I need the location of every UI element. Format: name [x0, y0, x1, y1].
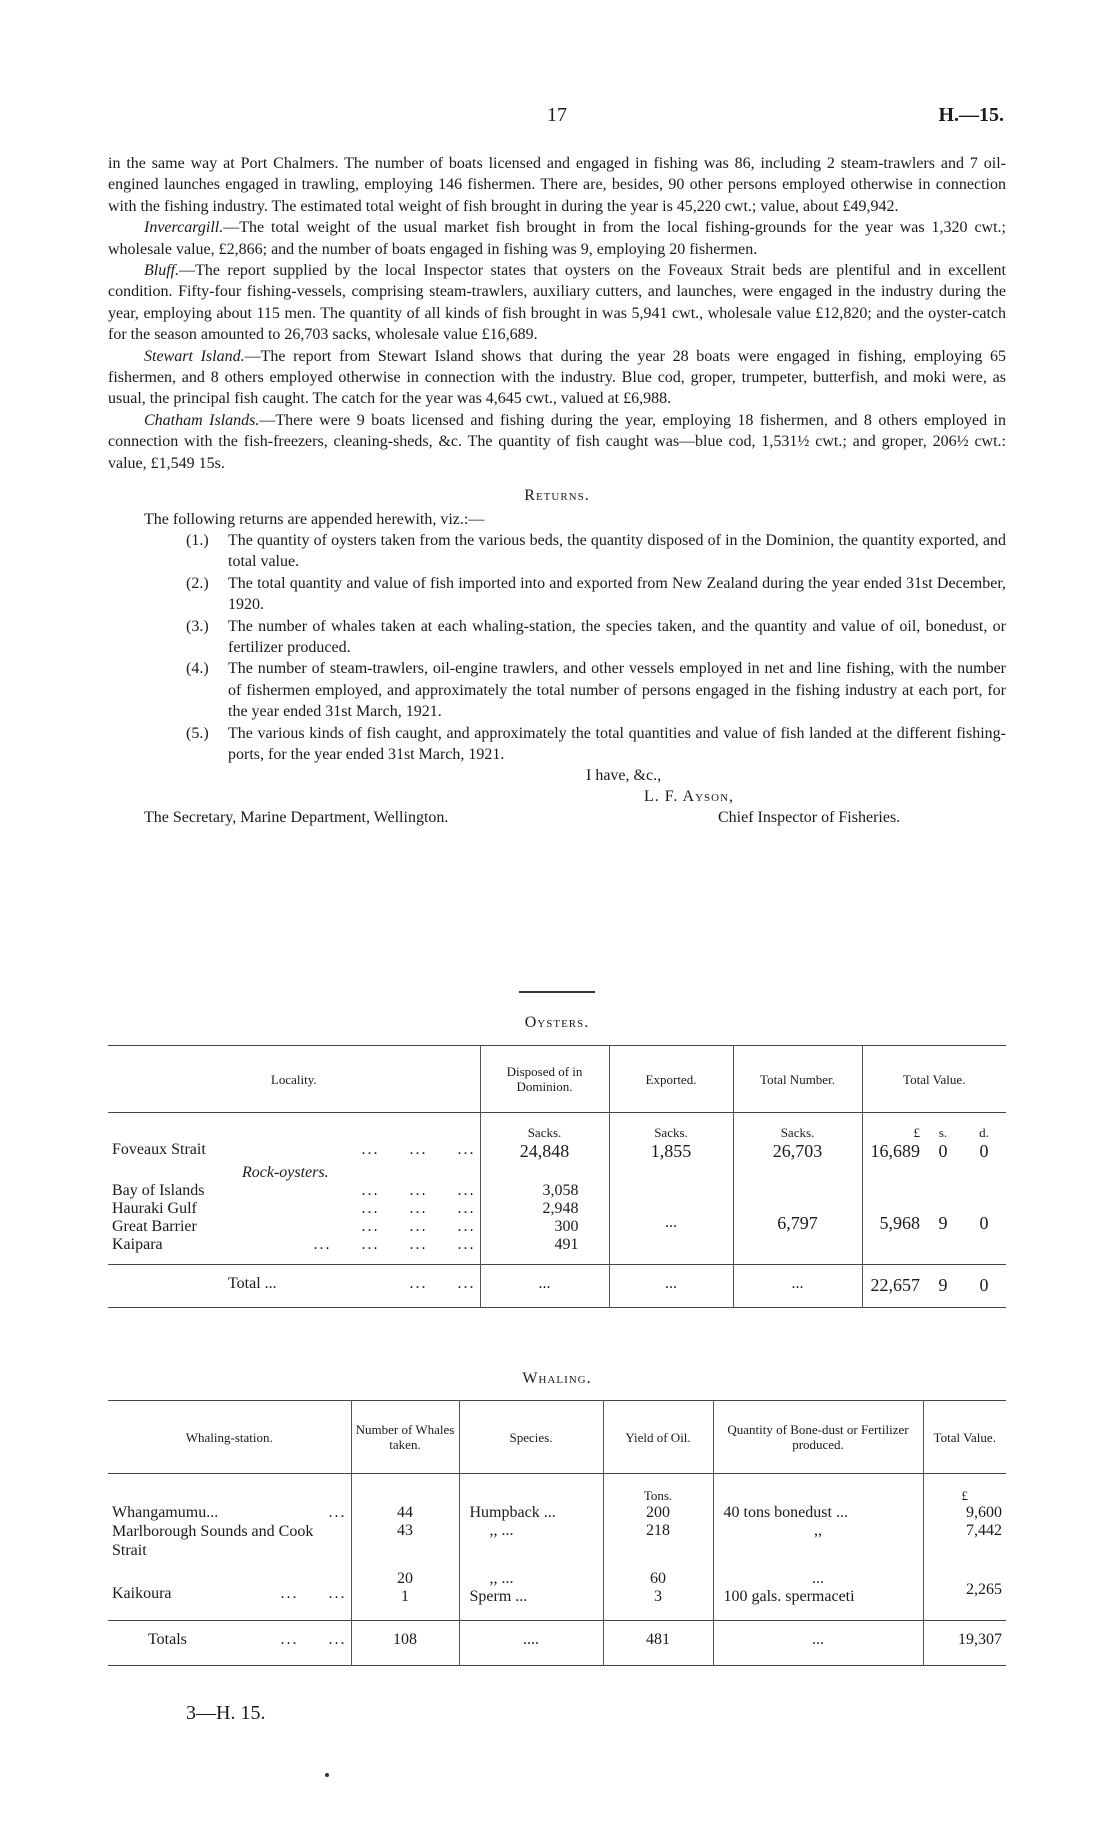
- place-name: Chatham Islands.: [144, 411, 260, 429]
- units-row: Tons. £: [108, 1474, 1006, 1505]
- paragraph-invercargill: Invercargill.—The total weight of the usual market fish brought in from the local fishing-grounds for the year was 1,320 cwt.; wholesale value, £2,866; and the number of boats engaged in fishing was 9, employing 20 fishermen.: [108, 219, 1006, 258]
- list-item: (2.) The total quantity and value of fish imported into and exported from New Zealand during the year ended 31st December, 1920.: [186, 574, 1006, 614]
- table-row: Bay of Islands ... ... ... 3,058 ... 6,797 5,968 9 0: [108, 1182, 1006, 1200]
- oysters-title: Oysters.: [524, 1014, 590, 1031]
- whaling-title: Whaling.: [522, 1370, 592, 1387]
- paragraph-stewart-island: Stewart Island.—The report from Stewart Island shows that during the year 28 boats were engaged in fishing, employing 65 fishermen, and 8 others employed otherwise in connection with the industry. Blue cod, groper, trumpeter, butterfish, and moki were, as usual, the principal fish caught. The catch for the year was 4,645 cwt., valued at £6,988.: [108, 347, 1007, 408]
- addressee: The Secretary, Marine Department, Wellington.: [144, 809, 449, 827]
- total-row: Total ... ... ... ... ... ... 22,657 9 0: [108, 1265, 1006, 1308]
- section-divider: [519, 991, 595, 993]
- header-station: Whaling-station.: [108, 1401, 351, 1474]
- paragraph-bluff: Bluff.—The report supplied by the local Inspector states that oysters on the Foveaux Strait beds are plentiful and in excellent condition. Fifty-four fishing-vessels, comprising steam-trawlers, auxiliary cutters, and launches, were engaged in the industry during the year, employing about 115 men. The quantity of all kinds of fish brought in was 5,941 cwt., wholesale value £12,820; and the oyster-catch for the season amounted to 26,703 sacks, wholesale value £16,689.: [108, 262, 1006, 344]
- table-row: Kaipara ... ... ... ... 491: [108, 1236, 1006, 1265]
- oysters-table: [108, 1045, 1006, 1308]
- header-species: Species.: [459, 1401, 603, 1474]
- table-row: 1 Sperm ... 3 100 gals. spermaceti: [108, 1588, 1006, 1621]
- footer-reference: 3—H. 15.: [186, 1702, 266, 1724]
- returns-intro: The following returns are appended herewith, viz.:—: [144, 510, 485, 528]
- returns-list: [186, 530, 1006, 765]
- table-header-row: [108, 1401, 1006, 1474]
- signatory-name: L. F. Ayson,: [644, 788, 735, 806]
- header-total-value: Total Value.: [862, 1046, 1006, 1113]
- signature-row: [108, 786, 1006, 807]
- page-number: 17: [547, 104, 567, 126]
- ink-speck: [325, 1773, 329, 1777]
- table-row: Whangamumu... ... 44 Humpback ... 200 40 tons bonedust ... 9,600: [108, 1504, 1006, 1522]
- table-row: Marlborough Sounds and Cook Strait 43 ,, ... 218 ,, 7,442: [108, 1522, 1006, 1560]
- units-row: Sacks. Sacks. Sacks. £ s. d.: [108, 1113, 1006, 1142]
- closing-row: [108, 765, 1006, 786]
- table-header-row: [108, 1046, 1006, 1113]
- table-row: Great Barrier ... ... ... 300: [108, 1218, 1006, 1236]
- header-total-number: Total Number.: [733, 1046, 862, 1113]
- place-name: Bluff.: [144, 262, 180, 280]
- totals-row: Totals ... ... 108 .... 481 ... 19,307: [108, 1621, 1006, 1666]
- signatory-title: Chief Inspector of Fisheries.: [718, 809, 901, 827]
- whaling-table: [108, 1400, 1006, 1666]
- header-oil: Yield of Oil.: [603, 1401, 713, 1474]
- table-row: Foveaux Strait ... ... ... 24,848 1,855 26,703 16,689 0 0: [112, 1141, 989, 1161]
- returns-heading: Returns.: [524, 487, 590, 505]
- list-item: (3.) The number of whales taken at each whaling-station, the species taken, and the quantity and value of oil, bonedust, or fertilizer produced.: [186, 617, 1006, 656]
- paragraph-port-chalmers: in the same way at Port Chalmers. The number of boats licensed and engaged in fishing was 86, including 2 steam-trawlers and 7 oil-engined launches engaged in trawling, employing 146 fishermen. There are, besides, 90 other persons employed otherwise in connection with the fishing industry. The estimated total weight of fish brought in during the year is 45,220 cwt.; value, about £49,942.: [108, 155, 1006, 215]
- list-item: (1.) The quantity of oysters taken from the various beds, the quantity disposed of in the Dominion, the quantity exported, and total value.: [186, 531, 1006, 571]
- addressee-row: [108, 807, 1006, 828]
- rock-oysters-heading: Rock-oysters.: [242, 1164, 329, 1181]
- header-exported: Exported.: [609, 1046, 733, 1113]
- paragraph-chatham-islands: Chatham Islands.—There were 9 boats licensed and fishing during the year, employing 18 fishermen, and 8 others employed in connection with the fish-freezers, cleaning-sheds, &c. The quantity of fish caught was—blue cod, 1,531½ cwt.; and groper, 206½ cwt.: value, £1,549 15s.: [108, 411, 1007, 472]
- place-name: Stewart Island.: [144, 347, 245, 365]
- closing-phrase: I have, &c.,: [586, 767, 662, 785]
- table-row: Kaikoura ... ... 20 ,, ... 60 ... 2,265: [108, 1560, 1006, 1588]
- list-item: (5.) The various kinds of fish caught, and approximately the total quantities and value of fish landed at the different fishing-ports, for the year ended 31st March, 1921.: [186, 724, 1006, 763]
- report-body: [108, 153, 1006, 828]
- list-item: (4.) The number of steam-trawlers, oil-engine trawlers, and other vessels employed in net and line fishing, with the number of fishermen employed, and approximately the total number of persons engaged in the fishing industry at each port, for the year ended 31st March, 1921.: [186, 660, 1006, 721]
- table-row: Hauraki Gulf ... ... ... 2,948: [108, 1200, 1006, 1218]
- header-whales: Number of Whales taken.: [351, 1401, 459, 1474]
- subheading-row: [108, 1162, 1006, 1182]
- document-reference: H.—15.: [938, 104, 1004, 126]
- header-locality: Locality.: [108, 1046, 480, 1113]
- header-disposed: Disposed of in Dominion.: [480, 1046, 609, 1113]
- header-bonedust: Quantity of Bone-dust or Fertilizer produced.: [713, 1401, 923, 1474]
- place-name: Invercargill.: [144, 219, 224, 237]
- header-value: Total Value.: [923, 1401, 1006, 1474]
